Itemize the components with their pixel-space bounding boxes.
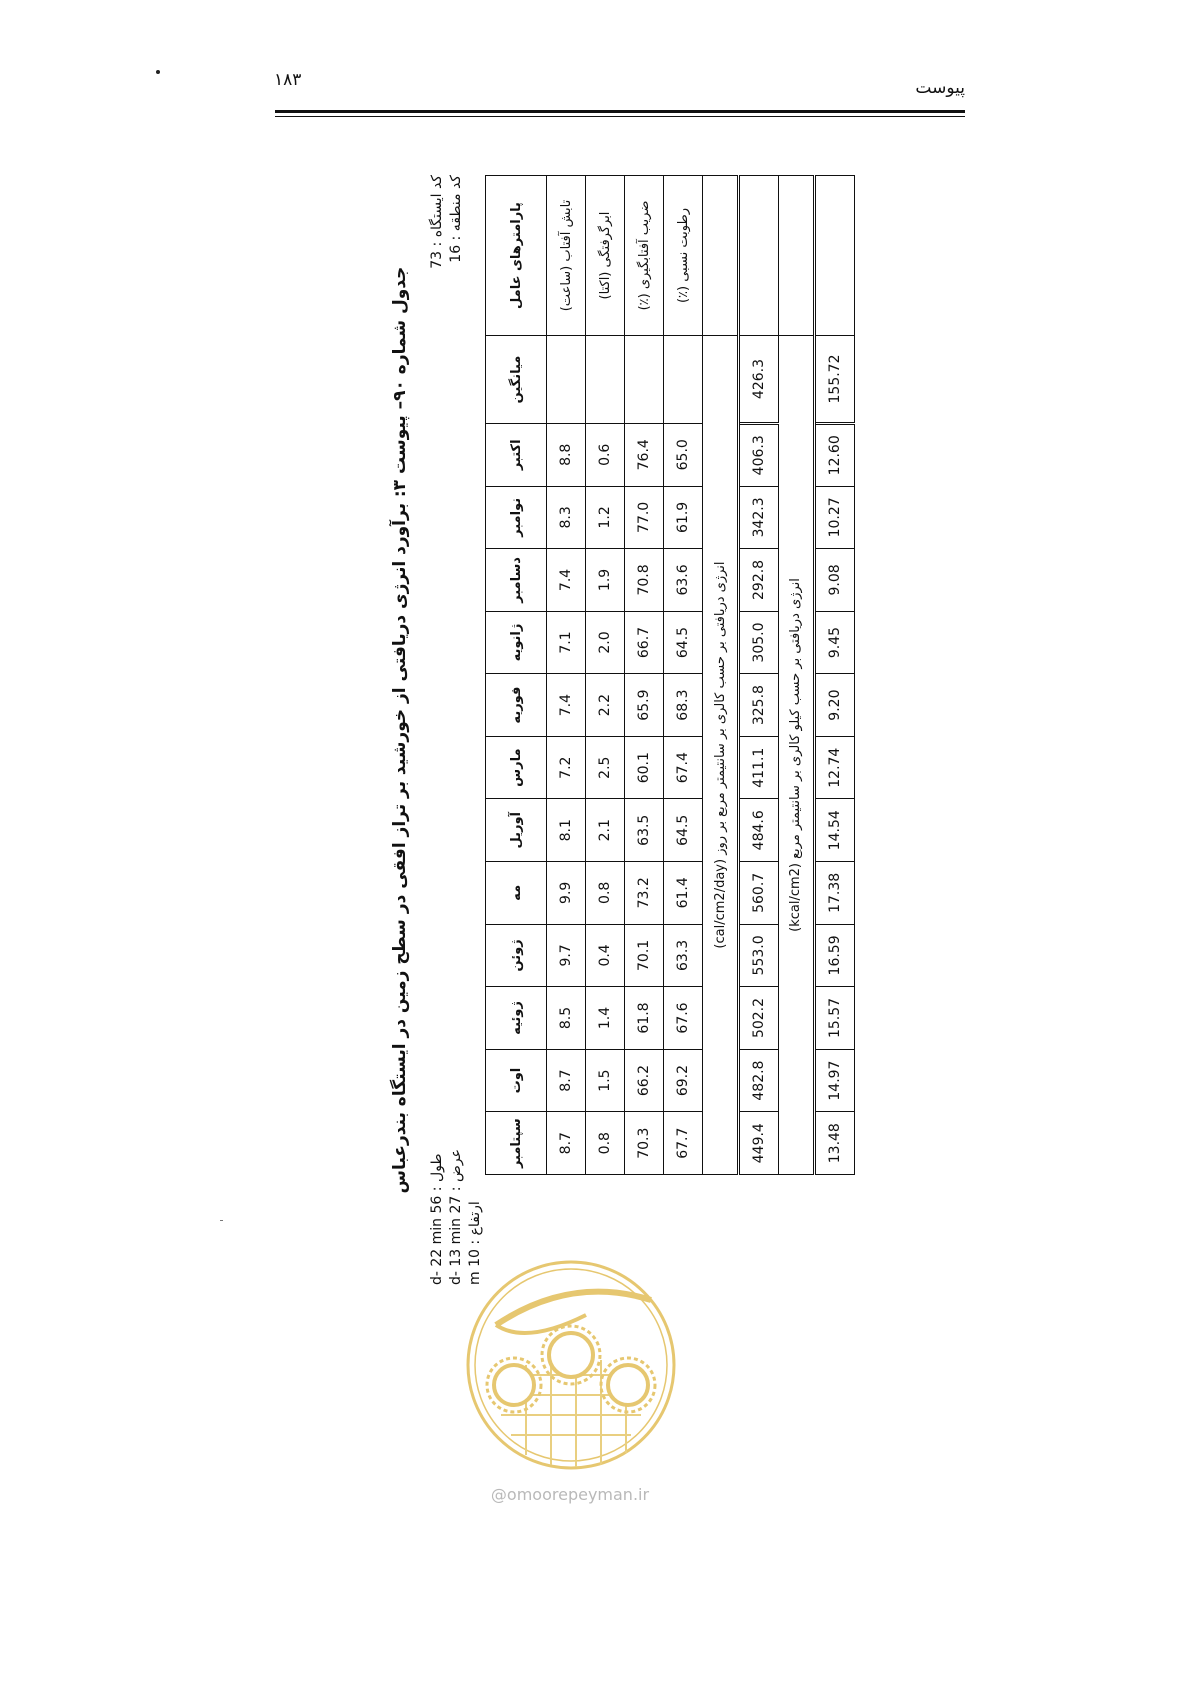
table-cell: 68.3 — [664, 674, 703, 737]
table-cell: 63.6 — [664, 549, 703, 612]
column-header: اوت — [486, 1049, 547, 1112]
table-cell: 411.1 — [738, 736, 778, 799]
table-cell: 560.7 — [738, 862, 778, 925]
table-cell: 502.2 — [738, 987, 778, 1050]
table-row — [547, 176, 586, 1175]
row-label-empty — [738, 176, 778, 336]
rotated-table-block — [390, 165, 890, 1295]
column-header: میانگین — [486, 336, 547, 424]
table-cell: 65.9 — [625, 674, 664, 737]
table-cell: 69.2 — [664, 1049, 703, 1112]
header-rule-thin — [275, 116, 965, 117]
table-cell: 9.08 — [814, 549, 854, 612]
row-label: رطوبت نسبی (٪) — [664, 176, 703, 336]
table-cell: 0.8 — [586, 862, 625, 925]
table-cell: 12.74 — [814, 736, 854, 799]
table-row — [625, 176, 664, 1175]
table-cell: 305.0 — [738, 611, 778, 674]
table-cell: 66.2 — [625, 1049, 664, 1112]
region-code: کد منطقه : 16 — [448, 175, 464, 263]
column-header: ژوئن — [486, 924, 547, 987]
watermark-website: @omoorepeyman.ir — [490, 1485, 650, 1504]
table-cell: 2.1 — [586, 799, 625, 862]
table-cell: 7.2 — [547, 736, 586, 799]
section-label: انرژی دریافتی بر حسب کالری بر سانتیمتر مربع بر روز (cal/cm2/day) — [703, 336, 739, 1175]
table-cell: 9.20 — [814, 674, 854, 737]
margin-mark — [220, 1220, 223, 1221]
table-cell: 61.9 — [664, 486, 703, 549]
station-meta — [428, 175, 466, 355]
altitude: ارتفاع : 10 m — [467, 1201, 483, 1285]
table-cell: 16.59 — [814, 924, 854, 987]
table-cell: 70.3 — [625, 1112, 664, 1175]
column-header: نوامبر — [486, 486, 547, 549]
table-cell: 406.3 — [738, 424, 778, 487]
table-cell: 70.1 — [625, 924, 664, 987]
table-cell: 2.0 — [586, 611, 625, 674]
section-spacer — [779, 176, 815, 336]
table-cell: 2.2 — [586, 674, 625, 737]
table-row — [664, 176, 703, 1175]
section-label: انرژی دریافتی بر حسب کیلو کالری بر سانتیمتر مربع (kcal/cm2) — [779, 336, 815, 1175]
table-cell: 10.27 — [814, 486, 854, 549]
table-cell: 64.5 — [664, 799, 703, 862]
row-label-empty — [814, 176, 854, 336]
column-header: سپتامبر — [486, 1112, 547, 1175]
table-cell: 9.9 — [547, 862, 586, 925]
table-cell: 13.48 — [814, 1112, 854, 1175]
column-header: مارس — [486, 736, 547, 799]
watermark-logo — [456, 1255, 686, 1479]
table-row — [586, 176, 625, 1175]
row-label: تابش آفتاب (ساعت) — [547, 176, 586, 336]
table-cell: 8.7 — [547, 1112, 586, 1175]
table-cell: 64.5 — [664, 611, 703, 674]
column-header: اکتبر — [486, 424, 547, 487]
table-row-kcal — [814, 176, 854, 1175]
mean-cell — [625, 336, 664, 424]
mean-cell — [664, 336, 703, 424]
table-cell: 61.8 — [625, 987, 664, 1050]
table-cell: 12.60 — [814, 424, 854, 487]
table-cell: 66.7 — [625, 611, 664, 674]
mean-cell — [586, 336, 625, 424]
table-cell: 60.1 — [625, 736, 664, 799]
column-header: فوریه — [486, 674, 547, 737]
table-cell: 8.8 — [547, 424, 586, 487]
section-row-cal — [703, 176, 739, 1175]
table-cell: 342.3 — [738, 486, 778, 549]
table-cell: 14.54 — [814, 799, 854, 862]
table-cell: 65.0 — [664, 424, 703, 487]
header-row — [486, 176, 547, 1175]
table-row-cal — [738, 176, 778, 1175]
watermark-seal-icon — [456, 1255, 686, 1475]
table-cell: 67.7 — [664, 1112, 703, 1175]
table-cell: 1.9 — [586, 549, 625, 612]
longitude: طول : 56 d- 22 min — [429, 1153, 445, 1285]
table-cell: 0.6 — [586, 424, 625, 487]
table-cell: 325.8 — [738, 674, 778, 737]
column-header: آوریل — [486, 799, 547, 862]
page-header: پیوست — [915, 78, 965, 98]
page-number: ۱۸۳ — [274, 70, 302, 90]
section-spacer — [703, 176, 739, 336]
mean-cell — [547, 336, 586, 424]
table-cell: 8.3 — [547, 486, 586, 549]
column-header: ژانویه — [486, 611, 547, 674]
table-cell: 7.4 — [547, 674, 586, 737]
table-cell: 2.5 — [586, 736, 625, 799]
table-cell: 63.5 — [625, 799, 664, 862]
latitude: عرض : 27 d- 13 min — [448, 1149, 464, 1285]
table-cell: 17.38 — [814, 862, 854, 925]
table-cell: 0.8 — [586, 1112, 625, 1175]
table-cell: 0.4 — [586, 924, 625, 987]
station-code: کد ایستگاه : 73 — [429, 175, 445, 269]
table-cell: 8.5 — [547, 987, 586, 1050]
header-rule — [275, 110, 965, 113]
section-row-kcal — [779, 176, 815, 1175]
table-cell: 15.57 — [814, 987, 854, 1050]
table-cell: 1.5 — [586, 1049, 625, 1112]
mean-cell: 155.72 — [814, 336, 854, 424]
table-cell: 9.45 — [814, 611, 854, 674]
table-cell: 1.2 — [586, 486, 625, 549]
table-cell: 449.4 — [738, 1112, 778, 1175]
row-label: ضریب آفتابگیری (٪) — [625, 176, 664, 336]
page-mark — [156, 70, 160, 74]
table-cell: 482.8 — [738, 1049, 778, 1112]
table-cell: 70.8 — [625, 549, 664, 612]
column-header: پارامترهای عامل — [486, 176, 547, 336]
table-cell: 77.0 — [625, 486, 664, 549]
table-cell: 14.97 — [814, 1049, 854, 1112]
table-cell: 73.2 — [625, 862, 664, 925]
mean-cell: 426.3 — [738, 336, 778, 424]
row-label: ابرگرفتگی (اکتا) — [586, 176, 625, 336]
column-header: مه — [486, 862, 547, 925]
table-cell: 9.7 — [547, 924, 586, 987]
table-cell: 67.6 — [664, 987, 703, 1050]
column-header: ژوئیه — [486, 987, 547, 1050]
table-cell: 61.4 — [664, 862, 703, 925]
table-cell: 1.4 — [586, 987, 625, 1050]
table-cell: 63.3 — [664, 924, 703, 987]
table-cell: 484.6 — [738, 799, 778, 862]
table-cell: 8.7 — [547, 1049, 586, 1112]
column-header: دسامبر — [486, 549, 547, 612]
table-cell: 553.0 — [738, 924, 778, 987]
table-title: جدول شماره ۹۰– پیوست ۳: برآورد انرژی دریافتی از خورشید بر تراز افقی در سطح زمین در ایستگاه بندرعباس — [390, 266, 410, 1194]
table-cell: 292.8 — [738, 549, 778, 612]
solar-energy-table — [485, 175, 855, 1175]
table-cell: 76.4 — [625, 424, 664, 487]
table-cell: 8.1 — [547, 799, 586, 862]
table-cell: 7.4 — [547, 549, 586, 612]
table-cell: 7.1 — [547, 611, 586, 674]
table-cell: 67.4 — [664, 736, 703, 799]
